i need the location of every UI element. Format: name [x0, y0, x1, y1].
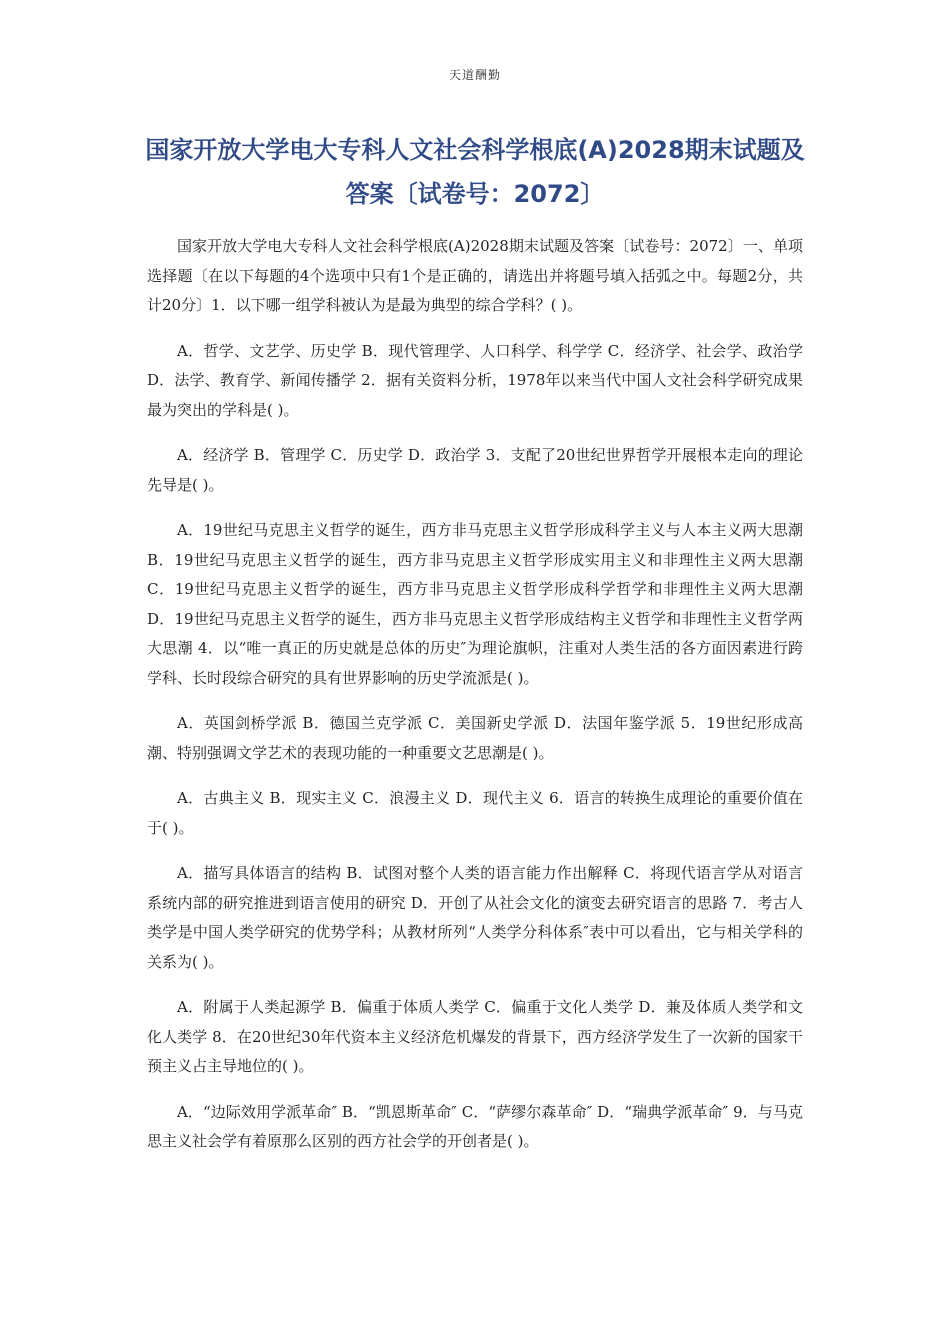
- paragraph: A．附属于人类起源学 B．偏重于体质人类学 C．偏重于文化人类学 D．兼及体质人类学和文化人类学 8．在20世纪30年代资本主义经济危机爆发的背景下，西方经济学发生了一次新的国家干预主义占主导地位的( )。: [147, 998, 803, 1075]
- paragraph: A．英国剑桥学派 B．德国兰克学派 C．美国新史学派 D．法国年鉴学派 5．19世纪形成高潮、特别强调文学艺术的表现功能的一种重要文艺思潮是( )。: [147, 714, 803, 762]
- document-body: [147, 232, 803, 1173]
- paragraph: A．“边际效用学派革命″ B．“凯恩斯革命″ C．“萨缪尔森革命″ D．“瑞典学派革命″ 9．与马克思主义社会学有着原那么区别的西方社会学的开创者是( )。: [147, 1102, 803, 1150]
- header-mark: 天道酬勤: [448, 68, 501, 82]
- paragraph: A．经济学 B．管理学 C．历史学 D．政治学 3．支配了20世纪世界哲学开展根本走向的理论先导是( )。: [147, 446, 803, 494]
- paragraph: A．19世纪马克思主义哲学的诞生，西方非马克思主义哲学形成科学主义与人本主义两大思潮 B．19世纪马克思主义哲学的诞生，西方非马克思主义哲学形成实用主义和非理性主义两大思潮 C．19世纪马克思主义哲学的诞生，西方非马克思主义哲学形成科学哲学和非理性主义两大思潮 D．19世纪马克思主义哲学的诞生，西方非马克思主义哲学形成结构主义哲学和非理性主义哲学两大思潮 4．以“唯一真正的历史就是总体的历史″为理论旗帜，注重对人类生活的各方面因素进行跨学科、长时段综合研究的具有世界影响的历史学流派是( )。: [147, 521, 803, 687]
- paragraph: A．描写具体语言的结构 B．试图对整个人类的语言能力作出解释 C．将现代语言学从对语言系统内部的研究推进到语言使用的研究 D．开创了从社会文化的演变去研究语言的思路 7．考古人类学是中国人类学研究的优势学科；从教材所列“人类学分科体系″表中可以看出，它与相关学科的关系为( )。: [147, 864, 803, 971]
- paragraph: 国家开放大学电大专科人文社会科学根底(A)2028期末试题及答案〔试卷号：2072〕一、单项选择题〔在以下每题的4个选项中只有1个是正确的，请选出并将题号填入括弧之中。每题2分，共计20分〕1．以下哪一组学科被认为是最为典型的综合学科？( )。: [147, 237, 803, 314]
- page-title: 国家开放大学电大专科人文社会科学根底(A)2028期末试题及答案〔试卷号：2072〕: [145, 136, 805, 208]
- paragraph: A．古典主义 B．现实主义 C．浪漫主义 D．现代主义 6．语言的转换生成理论的重要价值在于( )。: [147, 789, 803, 837]
- paragraph: A．哲学、文艺学、历史学 B．现代管理学、人口科学、科学学 C．经济学、社会学、政治学 D．法学、教育学、新闻传播学 2．据有关资料分析，1978年以来当代中国人文社会科学研究成果最为突出的学科是( )。: [147, 341, 803, 419]
